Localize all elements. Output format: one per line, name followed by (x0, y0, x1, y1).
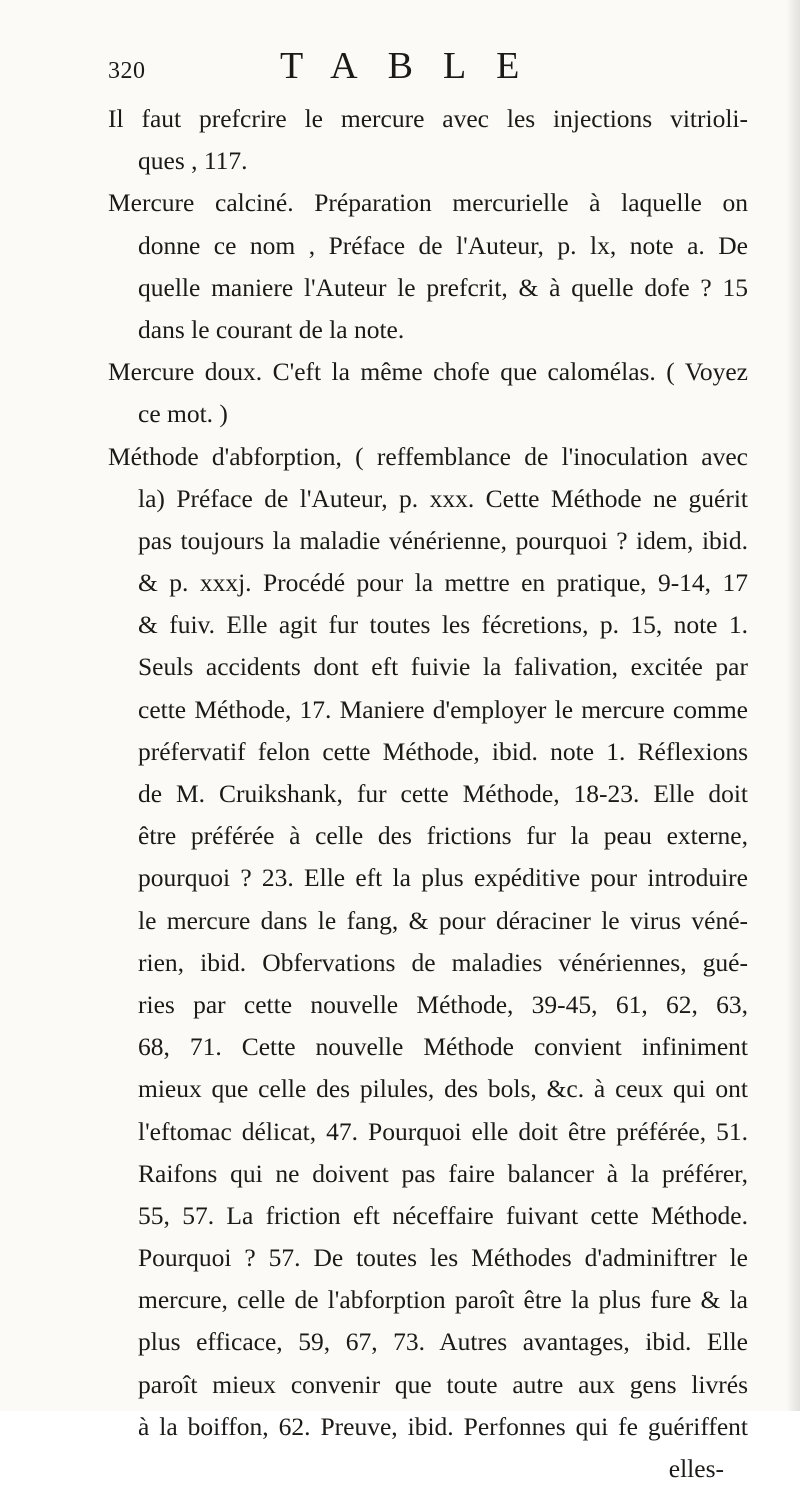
text-line: ries par cette nouvelle Méthode, 39-45, 61, 62, 63, (138, 989, 748, 1019)
text-line: Mercure doux. C'eft la même chofe que calomélas. ( Voyez (108, 357, 748, 387)
text-line: donne ce nom , Préface de l'Auteur, p. lx, note a. De (138, 230, 748, 260)
page-edge-shadow (786, 0, 800, 1411)
text-line: plus efficace, 59, 67, 73. Autres avantages, ibid. Elle (138, 1327, 748, 1357)
text-line: préfervatif felon cette Méthode, ibid. note 1. Réflexions (138, 736, 748, 766)
text-line: Pourquoi ? 57. De toutes les Méthodes d'adminiftrer le (138, 1243, 748, 1273)
text-line: mercure, celle de l'abforption paroît être la plus fure & la (138, 1285, 748, 1315)
text-line: cette Méthode, 17. Maniere d'employer le mercure comme (138, 694, 748, 724)
text-line: Seuls accidents dont eft fuivie la falivation, excitée par (138, 652, 748, 682)
text-line: paroît mieux convenir que toute autre aux gens livrés (138, 1369, 748, 1399)
text-line: ce mot. ) (138, 399, 228, 429)
text-line: la) Préface de l'Auteur, p. xxx. Cette Méthode ne guérit (138, 483, 748, 513)
text-line: pourquoi ? 23. Elle eft la plus expéditive pour introduire (138, 863, 748, 893)
text-line: & fuiv. Elle agit fur toutes les fécretions, p. 15, note 1. (138, 610, 748, 640)
text-line: dans le courant de la note. (138, 314, 405, 344)
text-line: à la boiffon, 62. Preuve, ibid. Perfonnes qui fe guériffent (138, 1411, 748, 1441)
text-line: ques , 117. (138, 146, 248, 176)
text-line: Méthode d'abforption, ( reffemblance de l'inoculation avec (108, 441, 748, 471)
index-text (108, 98, 748, 1490)
page-number: 320 (108, 58, 146, 84)
text-line: pas toujours la maladie vénérienne, pourquoi ? idem, ibid. (138, 525, 748, 555)
text-line: de M. Cruikshank, fur cette Méthode, 18-23. Elle doit (138, 779, 748, 808)
text-line: elles- (668, 1454, 724, 1483)
text-line: le mercure dans le fang, & pour déraciner le virus véné- (138, 905, 748, 935)
page-header (108, 44, 728, 94)
text-line: être préférée à celle des frictions fur la peau externe, (138, 821, 748, 851)
text-line: Mercure calciné. Préparation mercurielle à laquelle on (108, 188, 748, 218)
running-title: TABLE (280, 45, 550, 87)
text-line: l'eftomac délicat, 47. Pourquoi elle doit être préférée, 51. (138, 1116, 748, 1146)
text-line: & p. xxxj. Procédé pour la mettre en pratique, 9-14, 17 (138, 568, 748, 598)
text-line: 68, 71. Cette nouvelle Méthode convient infiniment (138, 1032, 748, 1062)
text-line: quelle maniere l'Auteur le prefcrit, & à quelle dofe ? 15 (138, 272, 748, 302)
text-line: Raifons qui ne doivent pas faire balancer à la préférer, (138, 1158, 748, 1188)
text-line: 55, 57. La friction eft néceffaire fuivant cette Méthode. (138, 1200, 748, 1230)
text-line: rien, ibid. Obfervations de maladies vénériennes, gué- (138, 947, 748, 977)
text-line: Il faut prefcrire le mercure avec les injections vitrioli- (108, 104, 748, 133)
text-line: mieux que celle des pilules, des bols, &c. à ceux qui ont (138, 1074, 748, 1104)
